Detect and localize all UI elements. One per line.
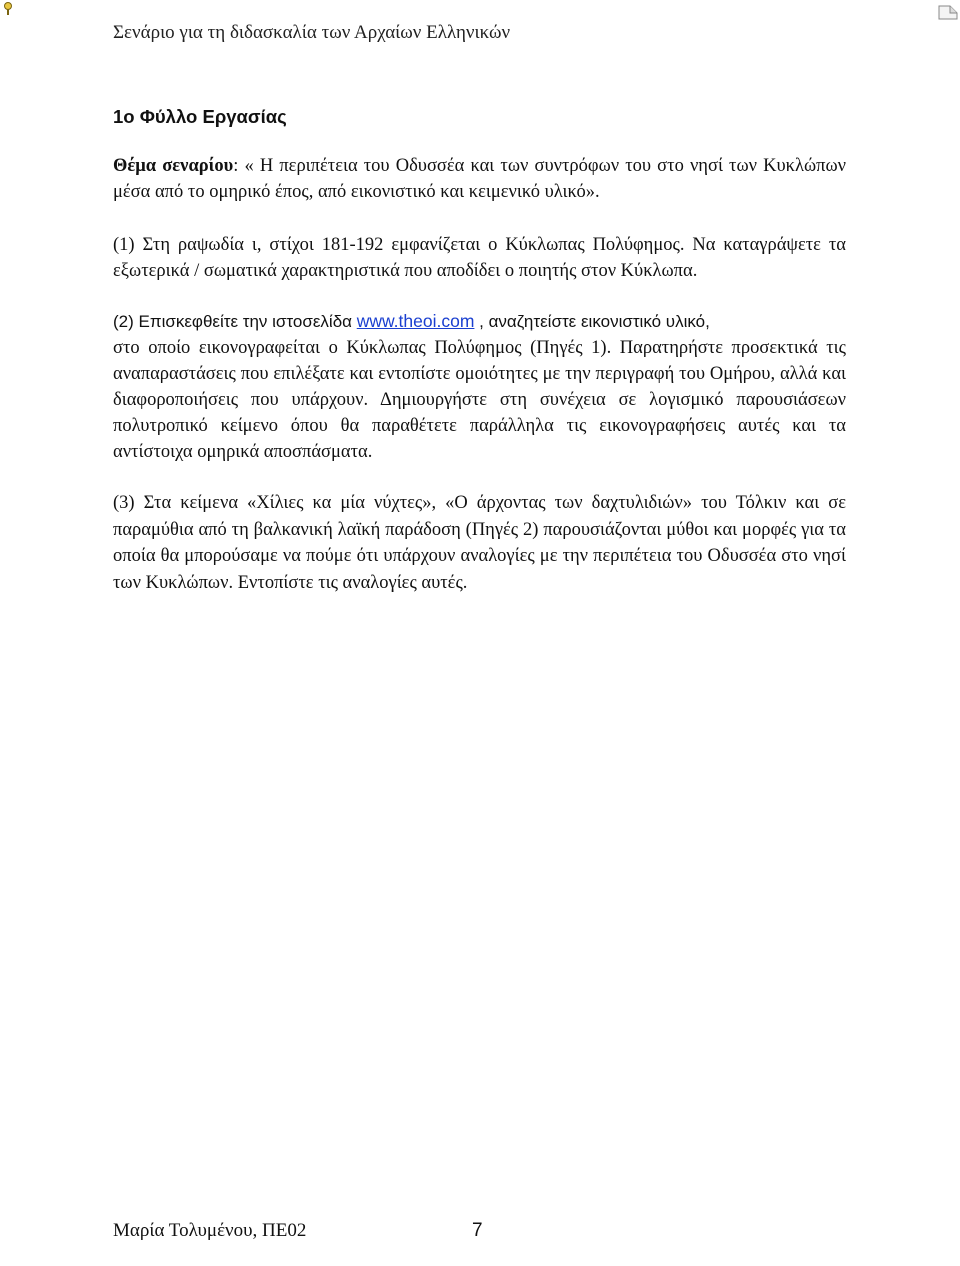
task-2-intro: (2) Επισκεφθείτε την ιστοσελίδα [113,312,357,331]
task-1: (1) Στη ραψωδία ι, στίχοι 181-192 εμφανίζεται ο Κύκλωπας Πολύφημος. Να καταγράψετε τα εξωτερικά / σωματικά χαρακτηριστικά που αποδίδει ο ποιητής στον Κύκλωπα. [113,235,846,281]
page-number: 7 [472,1220,483,1241]
worksheet-title: 1ο Φύλλο Εργασίας [113,106,287,127]
task-2 [113,308,846,465]
fold-corner-icon [938,4,958,20]
worksheet-body [113,104,846,596]
footer-author: Μαρία Τολυμένου, ΠΕ02 [113,1220,307,1241]
task-3: (3) Στα κείμενα «Χίλιες κα μία νύχτες», «Ο άρχοντας των δαχτυλιδιών» του Τόλκιν και σε παραμύθια από τη βαλκανική λαϊκή παράδοση (Πηγές 2) παρουσιάζονται μύθοι και μορφές για τα οποία θα μπορούσαμε να πούμε ότι υπάρχουν αναλογίες με την περιπέτεια του Οδυσσέα στο νησί των Κυκλώπων. Εντοπίστε τις αναλογίες αυτές. [113,493,846,593]
task-2-first-line [113,308,846,335]
theme-label: Θέμα σεναρίου [113,156,234,176]
theoi-link[interactable]: www.theoi.com [356,311,475,331]
task-2-body: στο οποίο εικονογραφείται ο Κύκλωπας Πολύφημος (Πηγές 1). Παρατηρήστε προσεκτικά τις αναπαραστάσεις που επιλέξατε και εντοπίστε ομοιότητες με την περιγραφή του Ομήρου, αλλά και διαφοροποιήσεις που υπάρχουν. Δημιουργήστε στη συνέχεια σε λογισμικό παρουσιάσεων πολυτροπικό κείμενο όπου θα παραθέτετε παράλληλα τις εικονογραφήσεις αυτές και τα αντίστοιχα ομηρικά αποσπάσματα. [113,338,846,462]
theme-text: : « Η περιπέτεια του Οδυσσέα και των συντρόφων του στο νησί των Κυκλώπων μέσα από το ομηρικό έπος, από εικονιστικό και κειμενικό υλικό». [113,156,846,202]
bookmark-pin-icon [2,2,14,16]
scenario-theme [113,153,846,205]
page-header: Σενάριο για τη διδασκαλία των Αρχαίων Ελληνικών [113,22,511,43]
task-2-rest-1: , αναζητείστε εικονιστικό υλικό, [474,312,710,331]
